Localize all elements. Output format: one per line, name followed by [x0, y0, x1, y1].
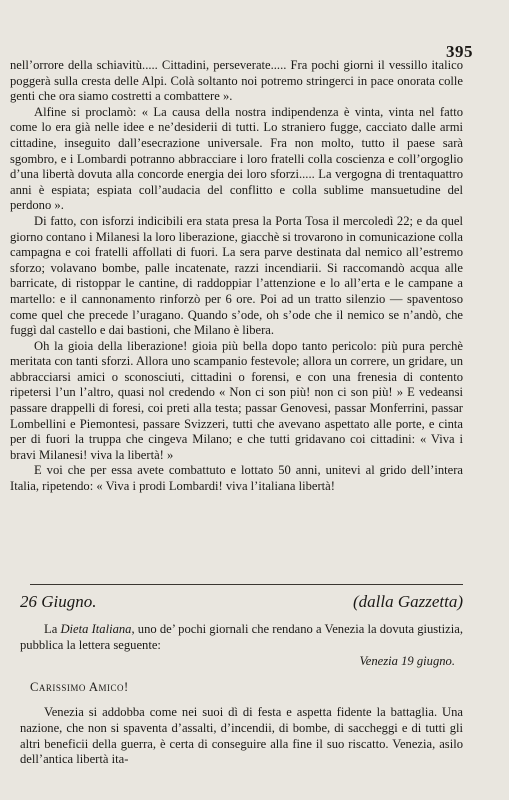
main-text	[10, 58, 463, 495]
dateline-date: 26 Giugno.	[20, 592, 97, 611]
letter-place-date: Venezia 19 giugno.	[359, 654, 455, 669]
section-divider	[30, 584, 463, 585]
dateline-source: (dalla Gazzetta)	[352, 592, 463, 611]
paragraph: E voi che per essa avete combattuto e lottato 50 anni, unitevi al grido dell’intera Italia, ripetendo: « Viva i prodi Lombardi! viva l’italiana libertà!	[10, 463, 463, 494]
letter-salutation: Carissimo Amico!	[30, 679, 129, 694]
intro-prefix: La	[44, 622, 61, 636]
paragraph: Alfine si proclamò: « La causa della nostra indipendenza è vinta, vinta nel fatto come lo era già nelle idee e ne’desiderii di tutti. Lo straniero fugge, cacciato dalle armi cittadine, inseguito dall’esecrazione universale. Fra non molto, tutto il paese sarà sgombro, e i Lombardi potranno abbracciare i loro fratelli colla coscienza e coll’orgoglio d’una libertà dovuta alla concorde energia dei loro sforzi..... La vergogna di trentaquattro anni è espiata; espiata coll’audacia del conflitto e colla sublime mansuetudine del perdono ».	[10, 104, 463, 213]
letter-section	[20, 622, 463, 768]
page-number: 395	[446, 42, 473, 61]
intro-suffix: , uno de’ pochi giornali che rendano a Venezia la dovuta giustizia, pubblica la lettera seguente:	[20, 622, 464, 652]
letter-intro	[20, 622, 463, 653]
paragraph: nell’orrore della schiavitù..... Cittadini, perseverate..... Fra pochi giorni il vessillo italico poggerà sulla cresta delle Alpi. Colà soltanto noi potremo stringerci in pace onorata colle genti che ora siamo costretti a combattere ».	[10, 58, 463, 104]
dateline	[20, 592, 463, 612]
letter-text: Venezia si addobba come nei suoi dì di festa e aspetta fidente la battaglia. Una nazione, che non si spaventa d’assalti, d’incendii, di bombe, di saccheggi e di tutti gli altri beneficii della guerra, è certa di conseguire alla fine il suo riscatto. Venezia, asilo dell’antica libertà ita-	[20, 705, 463, 767]
newspaper-name: Dieta Italiana	[60, 622, 132, 636]
paragraph: Oh la gioia della liberazione! gioia più bella dopo tanto pericolo: più pura perchè meritata con tanti sforzi. Allora uno scampanio festevole; allora un correre, un gridare, un abbracciarsi amici o sconosciuti, cittadini o forensi, e con una frenesia di contento ripetersi l’un l’altro, quasi nol credendo « Non ci son più! non ci son più! » E vedeansi passare drappelli di foresi, coi preti alla testa; passar Genovesi, passar Monferrini, passar Lombellini e Piemontesi, passare Svizzeri, tutti che avevano aspettato alle porte, e cinta per di fuori la truppa che cingeva Milano; e che tutti gridavano coi cittadini: « Viva i bravi Milanesi! viva la libertà! »	[10, 338, 463, 462]
paragraph: Di fatto, con isforzi indicibili era stata presa la Porta Tosa il mercoledì 22; e da quel giorno contano i Milanesi la loro liberazione, giacchè si trovarono in comunicazione colla campagna e coi fratelli affollati di fuori. La sera parve destinata dal nemico all’estremo sforzo; volavano bombe, palle incatenate, razzi incendiarii. Si raccomandò acqua alle barricate, di ristoppar le cantine, di raddoppiar l’attenzione e lo all’erta e le campane a martello: e il cannonamento rinforzò per 6 ore. Poi ad un tratto silenzio — spaventoso come quel che precede l’uragano. Quando s’ode, oh s’ode che il nemico se n’andò, che fuggì dal castello e dai bastioni, che Milano è libera.	[10, 213, 463, 338]
